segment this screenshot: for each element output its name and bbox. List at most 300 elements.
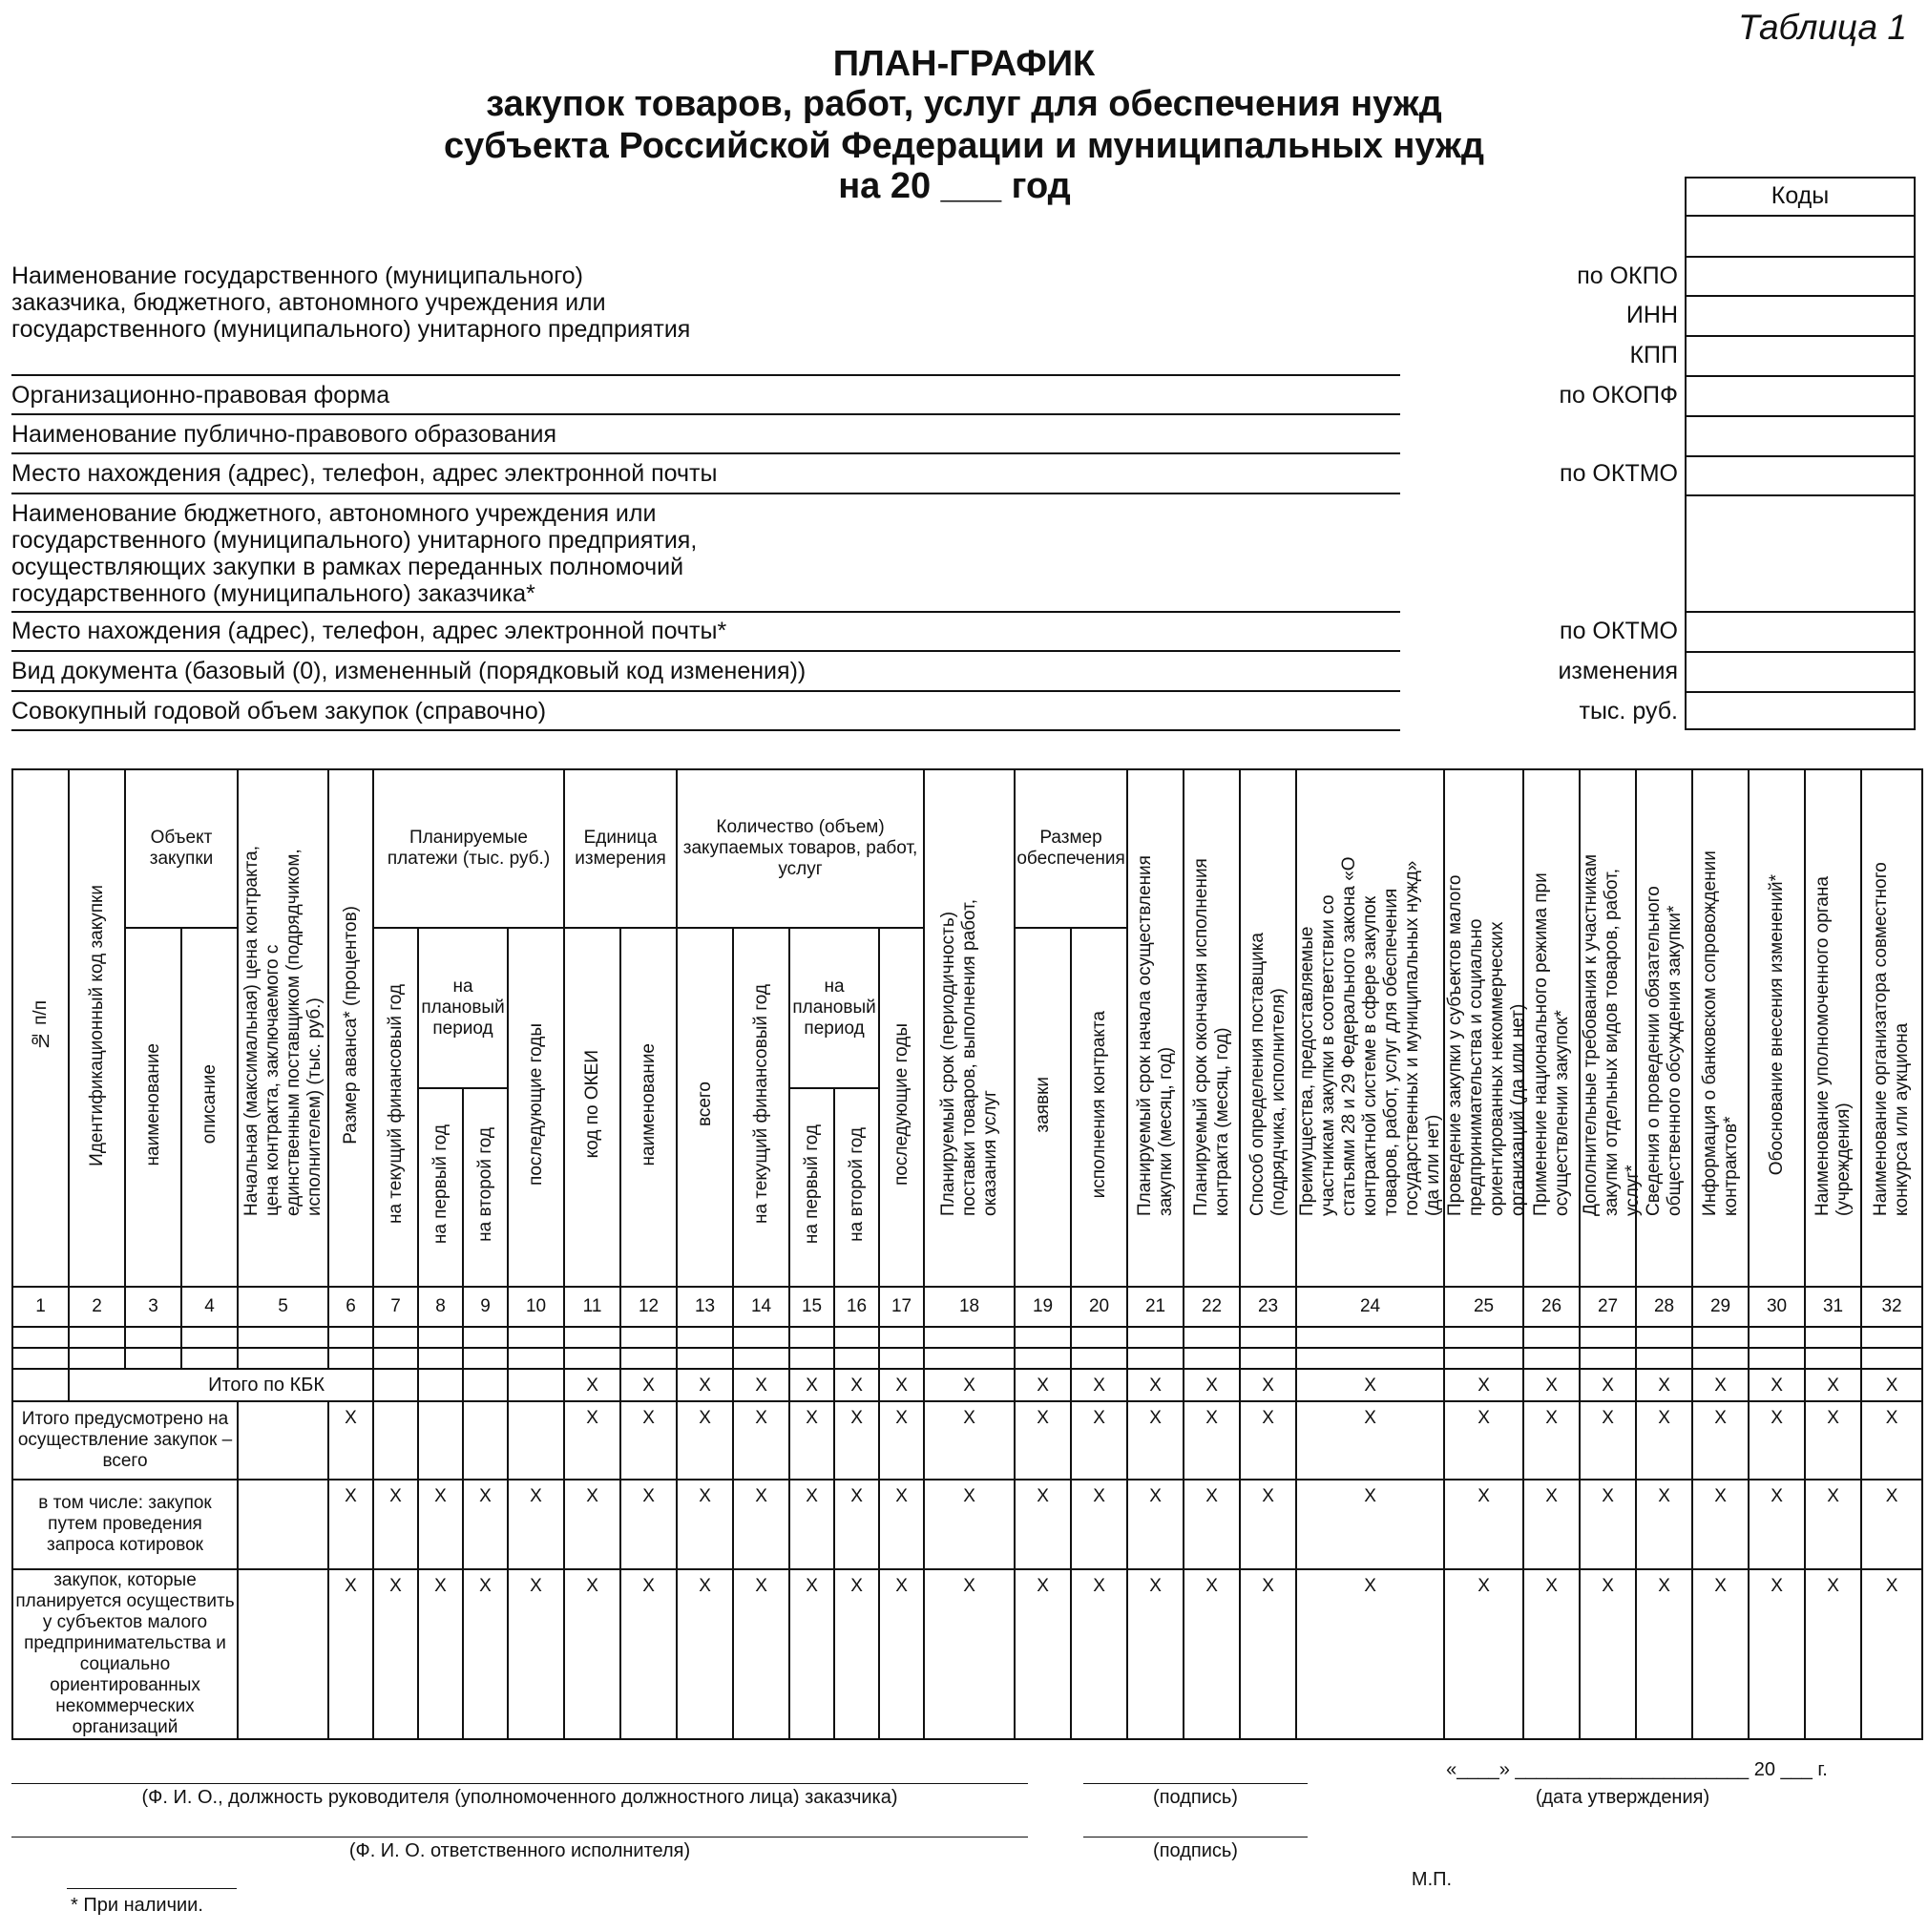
col-header-end-term: Планируемый срок окончания исполнения контракта (месяц, год) — [1184, 769, 1240, 1287]
col-header-joint-organizer: Наименование организатора совместного конкурса или аукциона — [1861, 769, 1922, 1287]
x-mark: Х — [418, 1569, 463, 1739]
empty-cell — [1580, 1348, 1636, 1369]
x-mark: Х — [1749, 1401, 1805, 1480]
x-mark: Х — [924, 1480, 1015, 1569]
codes-divider — [1685, 335, 1916, 337]
delegated-customer-label: осуществляющих закупки в рамках переданных полномочий — [11, 554, 684, 580]
column-number: 26 — [1523, 1287, 1580, 1327]
empty-cell — [69, 1348, 125, 1369]
x-mark: Х — [733, 1480, 789, 1569]
empty-cell — [620, 1348, 677, 1369]
signature-line — [11, 1837, 1028, 1838]
grand-total-row — [12, 1401, 1922, 1480]
empty-cell — [1861, 1327, 1922, 1348]
field-underline — [11, 650, 1400, 652]
x-mark: Х — [1580, 1569, 1636, 1739]
col-header-qty-second-year: на второй год — [834, 1088, 879, 1287]
column-number: 17 — [879, 1287, 924, 1327]
x-mark: Х — [564, 1369, 620, 1401]
col-header-quantity: Количество (объем) закупаемых товаров, работ, услуг — [677, 769, 924, 928]
col-header-unit-name: наименование — [620, 928, 677, 1287]
x-mark: Х — [1861, 1480, 1922, 1569]
annual-volume-label: Совокупный годовой объем закупок (справочно) — [11, 698, 547, 724]
x-mark: Х — [1636, 1401, 1692, 1480]
col-header-first-year: на первый год — [418, 1088, 463, 1287]
empty-cell — [1015, 1348, 1071, 1369]
codes-divider — [1685, 455, 1916, 457]
codes-divider — [1685, 215, 1916, 217]
column-number: 27 — [1580, 1287, 1636, 1327]
customer-name-label: Наименование государственного (муниципального) — [11, 262, 583, 289]
empty-cell — [1636, 1327, 1692, 1348]
x-mark: Х — [1692, 1369, 1749, 1401]
empty-cell — [508, 1348, 564, 1369]
x-mark: Х — [924, 1569, 1015, 1739]
approval-date-line: «____» ______________________ 20 ___ г. — [1446, 1759, 1828, 1780]
empty-cell — [733, 1327, 789, 1348]
x-mark: Х — [1071, 1401, 1127, 1480]
empty-cell — [328, 1348, 373, 1369]
empty-cell — [181, 1348, 238, 1369]
column-number: 14 — [733, 1287, 789, 1327]
empty-cell — [12, 1369, 69, 1401]
x-mark: Х — [924, 1369, 1015, 1401]
x-mark: Х — [1015, 1401, 1071, 1480]
empty-cell — [1071, 1348, 1127, 1369]
x-mark: Х — [1636, 1480, 1692, 1569]
column-number: 30 — [1749, 1287, 1805, 1327]
x-mark: Х — [463, 1569, 508, 1739]
empty-cell — [1580, 1327, 1636, 1348]
column-number: 29 — [1692, 1287, 1749, 1327]
customer-name-label: заказчика, бюджетного, автономного учреждения или — [11, 289, 606, 316]
column-number: 1 — [12, 1287, 69, 1327]
col-header-object-description: описание — [181, 928, 238, 1287]
column-number: 8 — [418, 1287, 463, 1327]
okpo-label: по ОКПО — [1577, 262, 1678, 289]
empty-cell — [1240, 1327, 1296, 1348]
empty-cell — [418, 1369, 463, 1401]
empty-cell — [1523, 1348, 1580, 1369]
empty-cell — [733, 1348, 789, 1369]
signature-caption: (подпись) — [1153, 1787, 1238, 1808]
codes-divider — [1685, 651, 1916, 653]
codes-divider — [1685, 611, 1916, 613]
x-mark: Х — [328, 1401, 373, 1480]
x-mark: Х — [1749, 1569, 1805, 1739]
x-mark: Х — [620, 1569, 677, 1739]
column-number: 11 — [564, 1287, 620, 1327]
field-underline — [11, 452, 1400, 454]
kbk-total-label: Итого по КБК — [69, 1369, 373, 1401]
x-mark: Х — [373, 1569, 418, 1739]
column-number: 13 — [677, 1287, 733, 1327]
empty-cell — [1015, 1327, 1071, 1348]
empty-cell — [564, 1327, 620, 1348]
grand-total-label: Итого предусмотрено на осуществление закупок – всего — [12, 1401, 238, 1480]
x-mark: Х — [1523, 1369, 1580, 1401]
x-mark: Х — [1296, 1369, 1444, 1401]
x-mark: Х — [564, 1401, 620, 1480]
x-mark: Х — [1240, 1369, 1296, 1401]
col-header-public-discussion: Сведения о проведении обязательного общественного обсуждения закупки* — [1636, 769, 1692, 1287]
col-header-object-name: наименование — [125, 928, 181, 1287]
page-subtitle-line-1: закупок товаров, работ, услуг для обеспечения нужд — [486, 84, 1442, 124]
legal-form-label: Организационно-правовая форма — [11, 382, 390, 409]
x-mark: Х — [1523, 1569, 1580, 1739]
x-mark: Х — [1127, 1401, 1184, 1480]
col-header-advantages: Преимущества, предоставляемые участникам закупки в соответствии со статьями 28 и 29 Федерального закона «О контрактной системе в сфере закупок товаров, работ, услуг для обеспечения государственных и муниципальных нужд» (да или нет) — [1296, 769, 1444, 1287]
x-mark: Х — [1296, 1401, 1444, 1480]
empty-cell — [1444, 1348, 1523, 1369]
x-mark: Х — [1861, 1401, 1922, 1480]
empty-cell — [373, 1348, 418, 1369]
field-underline — [11, 493, 1400, 494]
x-mark: Х — [1071, 1480, 1127, 1569]
empty-cell — [373, 1327, 418, 1348]
x-mark: Х — [789, 1401, 834, 1480]
x-mark: Х — [1805, 1569, 1861, 1739]
col-header-object: Объект закупки — [125, 769, 238, 928]
x-mark: Х — [733, 1401, 789, 1480]
signature-line — [1083, 1837, 1308, 1838]
empty-cell — [1805, 1327, 1861, 1348]
x-mark: Х — [620, 1369, 677, 1401]
empty-cell — [789, 1348, 834, 1369]
col-header-delivery-term: Планируемый срок (периодичность) поставки товаров, выполнения работ, оказания услуг — [924, 769, 1015, 1287]
x-mark: Х — [1127, 1480, 1184, 1569]
empty-cell — [1861, 1348, 1922, 1369]
page-subtitle-line-2: субъекта Российской Федерации и муниципальных нужд — [443, 126, 1485, 166]
oktmo-label-2: по ОКТМО — [1560, 618, 1678, 644]
x-mark: Х — [1444, 1401, 1523, 1480]
address-label-2: Место нахождения (адрес), телефон, адрес электронной почты* — [11, 618, 727, 644]
signature-line — [1083, 1783, 1308, 1784]
column-number: 20 — [1071, 1287, 1127, 1327]
col-header-second-year: на второй год — [463, 1088, 508, 1287]
empty-cell — [69, 1327, 125, 1348]
quotes-label: в том числе: закупок путем проведения запроса котировок — [12, 1480, 238, 1569]
okopf-label: по ОКОПФ — [1559, 382, 1678, 409]
col-header-start-term: Планируемый срок начала осуществления закупки (месяц, год) — [1127, 769, 1184, 1287]
column-numbers-row — [12, 1287, 1922, 1327]
column-number: 28 — [1636, 1287, 1692, 1327]
changes-label: изменения — [1558, 658, 1678, 684]
column-number: 6 — [328, 1287, 373, 1327]
column-number: 21 — [1127, 1287, 1184, 1327]
empty-cell — [1692, 1348, 1749, 1369]
x-mark: Х — [834, 1369, 879, 1401]
col-header-plan-period: на плановый период — [418, 928, 508, 1088]
empty-cell — [373, 1401, 418, 1480]
column-number: 7 — [373, 1287, 418, 1327]
x-mark: Х — [418, 1480, 463, 1569]
x-mark: Х — [879, 1569, 924, 1739]
x-mark: Х — [1444, 1480, 1523, 1569]
x-mark: Х — [1184, 1369, 1240, 1401]
delegated-customer-label: государственного (муниципального) унитарного предприятия, — [11, 527, 698, 554]
x-mark: Х — [879, 1480, 924, 1569]
codes-divider — [1685, 494, 1916, 496]
empty-cell — [1523, 1327, 1580, 1348]
x-mark: Х — [463, 1480, 508, 1569]
column-number: 2 — [69, 1287, 125, 1327]
x-mark: Х — [1240, 1480, 1296, 1569]
empty-cell — [677, 1348, 733, 1369]
empty-cell — [564, 1348, 620, 1369]
col-header-id-code: Идентификационный код закупки — [69, 769, 125, 1287]
empty-cell — [789, 1327, 834, 1348]
col-header-additional-requirements: Дополнительные требования к участникам закупки отдельных видов товаров, работ, услуг* — [1580, 769, 1636, 1287]
col-header-qty-plan-period: на плановый период — [789, 928, 879, 1088]
stamp-place: М.П. — [1411, 1869, 1453, 1890]
x-mark: Х — [328, 1569, 373, 1739]
col-header-supplier-method: Способ определения поставщика (подрядчика, исполнителя) — [1240, 769, 1296, 1287]
column-number: 4 — [181, 1287, 238, 1327]
x-mark: Х — [789, 1369, 834, 1401]
col-header-qty-current-year: на текущий финансовый год — [733, 928, 789, 1287]
column-number: 22 — [1184, 1287, 1240, 1327]
empty-cell — [1636, 1348, 1692, 1369]
empty-cell — [373, 1369, 418, 1401]
column-number: 3 — [125, 1287, 181, 1327]
column-number: 31 — [1805, 1287, 1861, 1327]
x-mark: Х — [1296, 1569, 1444, 1739]
quotes-row — [12, 1480, 1922, 1569]
x-mark: Х — [789, 1480, 834, 1569]
column-number: 16 — [834, 1287, 879, 1327]
x-mark: Х — [1692, 1480, 1749, 1569]
x-mark: Х — [564, 1480, 620, 1569]
oktmo-label: по ОКТМО — [1560, 460, 1678, 487]
x-mark: Х — [1580, 1369, 1636, 1401]
x-mark: Х — [1523, 1401, 1580, 1480]
empty-cell — [834, 1348, 879, 1369]
page-title: ПЛАН-ГРАФИК — [832, 44, 1096, 84]
codes-divider — [1685, 295, 1916, 297]
empty-cell — [418, 1348, 463, 1369]
x-mark: Х — [677, 1401, 733, 1480]
empty-row — [12, 1327, 1922, 1348]
codes-title: Коды — [1771, 182, 1830, 209]
field-underline — [11, 729, 1400, 731]
x-mark: Х — [677, 1369, 733, 1401]
x-mark: Х — [1861, 1569, 1922, 1739]
col-header-qty-next-years: последующие годы — [879, 928, 924, 1287]
x-mark: Х — [1692, 1401, 1749, 1480]
col-header-security: Размер обеспечения — [1015, 769, 1127, 928]
column-number: 18 — [924, 1287, 1015, 1327]
empty-cell — [1296, 1348, 1444, 1369]
x-mark: Х — [879, 1401, 924, 1480]
empty-cell — [1749, 1327, 1805, 1348]
table-label: Таблица 1 — [1738, 8, 1907, 47]
field-underline — [11, 611, 1400, 613]
small-business-row — [12, 1569, 1922, 1739]
col-header-current-year: на текущий финансовый год — [373, 928, 418, 1287]
x-mark: Х — [1444, 1369, 1523, 1401]
empty-cell — [924, 1348, 1015, 1369]
x-mark: Х — [1580, 1401, 1636, 1480]
x-mark: Х — [1071, 1569, 1127, 1739]
col-header-unit: Единица измерения — [564, 769, 677, 928]
empty-cell — [1184, 1327, 1240, 1348]
x-mark: Х — [834, 1569, 879, 1739]
address-label: Место нахождения (адрес), телефон, адрес электронной почты — [11, 460, 718, 487]
empty-cell — [1127, 1327, 1184, 1348]
x-mark: Х — [1127, 1369, 1184, 1401]
x-mark: Х — [620, 1480, 677, 1569]
x-mark: Х — [1523, 1480, 1580, 1569]
x-mark: Х — [1015, 1569, 1071, 1739]
x-mark: Х — [1805, 1401, 1861, 1480]
thousand-rub-label: тыс. руб. — [1579, 698, 1678, 724]
empty-cell — [463, 1348, 508, 1369]
empty-cell — [677, 1327, 733, 1348]
col-header-qty-first-year: на первый год — [789, 1088, 834, 1287]
empty-cell — [181, 1327, 238, 1348]
column-number: 9 — [463, 1287, 508, 1327]
col-header-payments: Планируемые платежи (тыс. руб.) — [373, 769, 564, 928]
empty-cell — [418, 1401, 463, 1480]
x-mark: Х — [1071, 1369, 1127, 1401]
signature-caption-2: (подпись) — [1153, 1840, 1238, 1861]
empty-cell — [879, 1327, 924, 1348]
col-header-small-business: Проведение закупки у субъектов малого предпринимательства и социально ориентированных некоммерческих организаций (да или нет) — [1444, 769, 1523, 1287]
x-mark: Х — [1015, 1480, 1071, 1569]
empty-cell — [924, 1327, 1015, 1348]
x-mark: Х — [1636, 1369, 1692, 1401]
empty-cell — [1692, 1327, 1749, 1348]
col-header-security-contract: исполнения контракта — [1071, 928, 1127, 1287]
empty-cell — [463, 1369, 508, 1401]
empty-cell — [418, 1327, 463, 1348]
empty-cell — [328, 1327, 373, 1348]
column-number: 24 — [1296, 1287, 1444, 1327]
empty-cell — [1127, 1348, 1184, 1369]
codes-divider — [1685, 256, 1916, 258]
x-mark: Х — [328, 1480, 373, 1569]
x-mark: Х — [1127, 1569, 1184, 1739]
col-header-change-reason: Обоснование внесения изменений* — [1749, 769, 1805, 1287]
empty-cell — [238, 1480, 328, 1569]
x-mark: Х — [1296, 1480, 1444, 1569]
col-header-next-years: последующие годы — [508, 928, 564, 1287]
x-mark: Х — [508, 1480, 564, 1569]
codes-divider — [1685, 415, 1916, 417]
empty-cell — [125, 1327, 181, 1348]
column-number: 23 — [1240, 1287, 1296, 1327]
kbk-total-row — [12, 1369, 1922, 1401]
col-header-authorized-body: Наименование уполномоченного органа (учреждения) — [1805, 769, 1861, 1287]
x-mark: Х — [677, 1569, 733, 1739]
procurement-plan-table — [11, 768, 1923, 1740]
col-header-national-regime: Применение национального режима при осуществлении закупок* — [1523, 769, 1580, 1287]
empty-cell — [1444, 1327, 1523, 1348]
codes-box — [1685, 177, 1916, 730]
x-mark: Х — [508, 1569, 564, 1739]
small-business-label: закупок, которые планируется осуществить у субъектов малого предпринимательства и социально ориентированных некоммерческих организаций — [12, 1569, 238, 1739]
x-mark: Х — [1805, 1369, 1861, 1401]
column-number: 32 — [1861, 1287, 1922, 1327]
x-mark: Х — [373, 1480, 418, 1569]
x-mark: Х — [620, 1401, 677, 1480]
x-mark: Х — [1184, 1480, 1240, 1569]
kpp-label: КПП — [1629, 342, 1678, 368]
delegated-customer-label: государственного (муниципального) заказчика* — [11, 580, 535, 607]
inn-label: ИНН — [1625, 302, 1678, 328]
empty-cell — [12, 1327, 69, 1348]
empty-row — [12, 1348, 1922, 1369]
x-mark: Х — [879, 1369, 924, 1401]
customer-name-label: государственного (муниципального) унитарного предприятия — [11, 316, 691, 343]
codes-divider — [1685, 375, 1916, 377]
empty-cell — [463, 1327, 508, 1348]
empty-cell — [834, 1327, 879, 1348]
empty-cell — [238, 1348, 328, 1369]
x-mark: Х — [834, 1401, 879, 1480]
x-mark: Х — [1240, 1401, 1296, 1480]
x-mark: Х — [1636, 1569, 1692, 1739]
empty-cell — [508, 1369, 564, 1401]
signature-line — [11, 1783, 1028, 1784]
col-header-number: № п/п — [12, 769, 69, 1287]
empty-cell — [463, 1401, 508, 1480]
footnote-line — [67, 1888, 237, 1889]
field-underline — [11, 690, 1400, 692]
x-mark: Х — [733, 1369, 789, 1401]
x-mark: Х — [1184, 1401, 1240, 1480]
empty-cell — [1071, 1327, 1127, 1348]
col-header-qty-total: всего — [677, 928, 733, 1287]
column-number: 12 — [620, 1287, 677, 1327]
empty-cell — [1296, 1327, 1444, 1348]
empty-cell — [1805, 1348, 1861, 1369]
empty-cell — [125, 1348, 181, 1369]
x-mark: Х — [1240, 1569, 1296, 1739]
executor-caption: (Ф. И. О. ответственного исполнителя) — [348, 1840, 691, 1861]
empty-cell — [620, 1327, 677, 1348]
empty-cell — [238, 1569, 328, 1739]
empty-cell — [1240, 1348, 1296, 1369]
column-number: 10 — [508, 1287, 564, 1327]
x-mark: Х — [1444, 1569, 1523, 1739]
x-mark: Х — [1749, 1480, 1805, 1569]
empty-cell — [508, 1401, 564, 1480]
col-header-bank-support: Информация о банковском сопровождении контрактов* — [1692, 769, 1749, 1287]
x-mark: Х — [789, 1569, 834, 1739]
empty-cell — [1184, 1348, 1240, 1369]
page-subtitle-year: на 20 ___ год — [838, 166, 1071, 206]
approval-date-caption: (дата утверждения) — [1535, 1787, 1710, 1808]
public-entity-label: Наименование публично-правового образования — [11, 421, 556, 448]
head-name-caption: (Ф. И. О., должность руководителя (уполномоченного должностного лица) заказчика) — [141, 1787, 898, 1808]
x-mark: Х — [1580, 1480, 1636, 1569]
col-header-security-bid: заявки — [1015, 928, 1071, 1287]
x-mark: Х — [834, 1480, 879, 1569]
document-type-label: Вид документа (базовый (0), измененный (порядковый код изменения)) — [11, 658, 807, 684]
field-underline — [11, 413, 1400, 415]
col-header-advance: Размер аванса* (процентов) — [328, 769, 373, 1287]
x-mark: Х — [924, 1401, 1015, 1480]
x-mark: Х — [1184, 1569, 1240, 1739]
x-mark: Х — [1861, 1369, 1922, 1401]
column-number: 25 — [1444, 1287, 1523, 1327]
x-mark: Х — [564, 1569, 620, 1739]
column-number: 19 — [1015, 1287, 1071, 1327]
col-header-price: Начальная (максимальная) цена контракта, цена контракта, заключаемого с единственным поставщиком (подрядчиком, исполнителем) (тыс. руб.) — [238, 769, 328, 1287]
x-mark: Х — [733, 1569, 789, 1739]
